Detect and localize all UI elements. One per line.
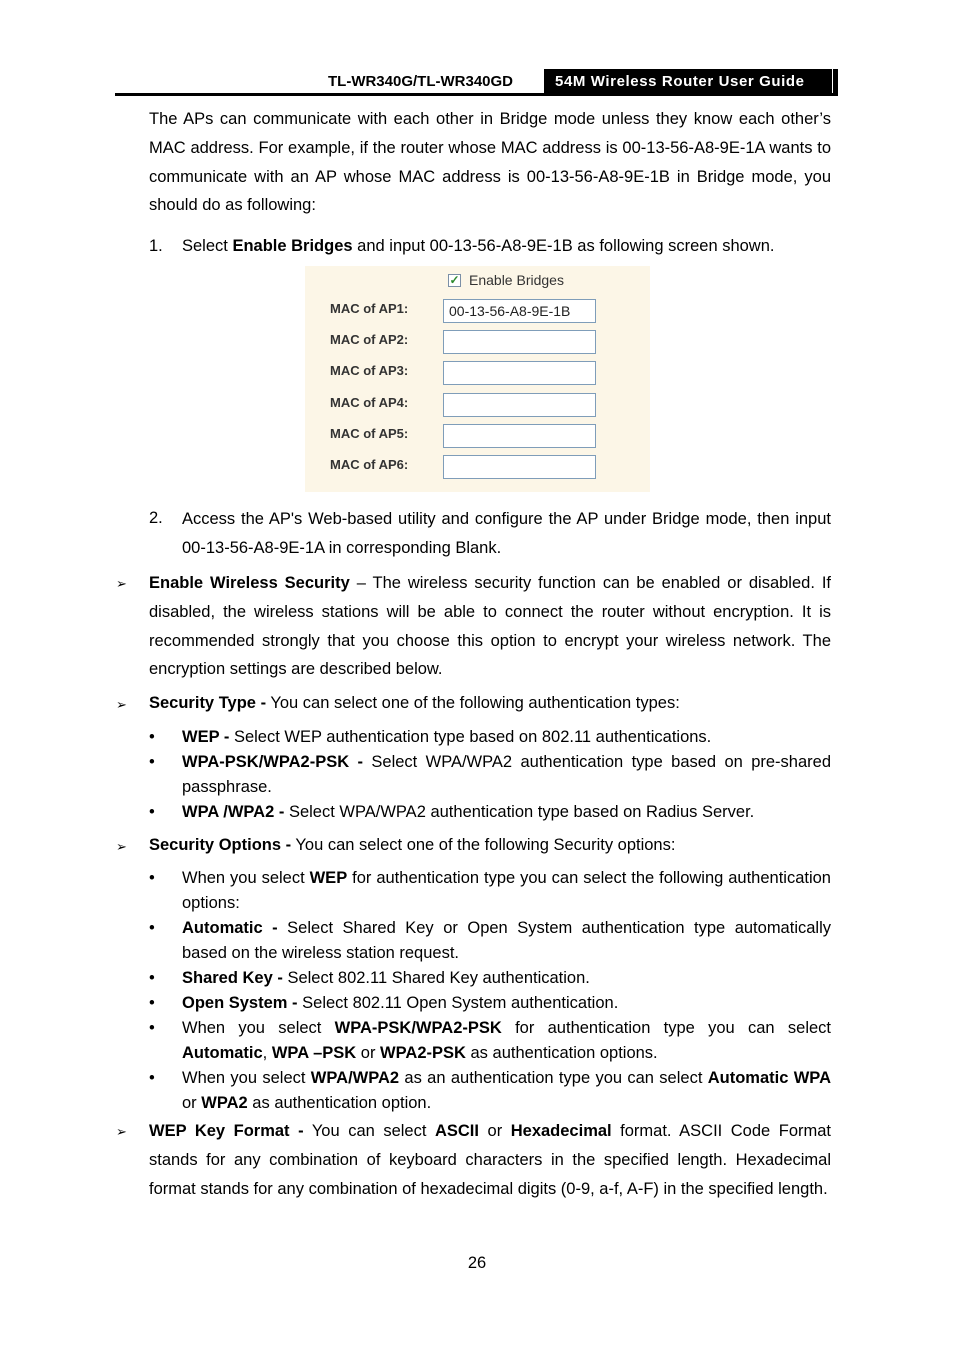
arrow-bullet-icon: ➢ — [116, 1124, 127, 1139]
header-rule — [115, 93, 838, 96]
step-2-number: 2. — [149, 509, 163, 527]
mac-ap4-label: MAC of AP4: — [330, 395, 409, 410]
security-options-item-wpa-psk: When you select WPA-PSK/WPA2-PSK for authentication type you can select Automatic, WPA –PSK or WPA2-PSK as authentication options. — [182, 1019, 831, 1062]
mac-ap5-label: MAC of AP5: — [330, 426, 409, 441]
wep-key-format-paragraph: WEP Key Format - You can select ASCII or Hexadecimal format. ASCII Code Format stands for any combination of keyboard characters in the specified length. Hexadecimal format stands for any combination of hexadecimal digits (0-9, a-f, A-F) in the specified length. — [149, 1122, 832, 1198]
step-1-number: 1. — [149, 237, 163, 255]
step-2-text: Access the AP's Web-based utility and configure the AP under Bridge mode, then input 00-13-56-A8-9E-1A in corresponding Blank. — [182, 510, 831, 557]
header-guide-title: 54M Wireless Router User Guide — [544, 69, 832, 93]
security-type-item-wpa-psk: WPA-PSK/WPA2-PSK - Select WPA/WPA2 authentication type based on pre-shared passphrase. — [182, 753, 831, 796]
page-number: 26 — [467, 1254, 487, 1272]
bullet-icon: • — [149, 969, 155, 987]
mac-ap4-input[interactable] — [443, 393, 596, 417]
enable-bridges-label: Enable Bridges — [469, 272, 564, 288]
header-accent-bar — [833, 69, 838, 93]
mac-ap2-input[interactable] — [443, 330, 596, 354]
mac-ap2-label: MAC of AP2: — [330, 332, 409, 347]
mac-ap3-label: MAC of AP3: — [330, 363, 409, 378]
arrow-bullet-icon: ➢ — [116, 576, 127, 591]
bullet-icon: • — [149, 869, 155, 887]
mac-ap3-input[interactable] — [443, 361, 596, 385]
security-options-item-wpa: When you select WPA/WPA2 as an authentication type you can select Automatic WPA or WPA2 as authentication option. — [182, 1069, 832, 1112]
bullet-icon: • — [149, 803, 155, 821]
intro-paragraph: The APs can communicate with each other in Bridge mode unless they know each other’s MAC address. For example, if the router whose MAC address is 00-13-56-A8-9E-1A wants to communicate with an AP whose MAC address is 00-13-56-A8-9E-1B in Bridge mode, you should do as following: — [149, 110, 831, 215]
security-options-item-shared-key: Shared Key - Select 802.11 Shared Key authentication. — [182, 969, 590, 987]
security-type-item-wpa: WPA /WPA2 - Select WPA/WPA2 authentication type based on Radius Server. — [182, 803, 755, 821]
mac-ap6-label: MAC of AP6: — [330, 457, 409, 472]
security-type-item-wep: WEP - Select WEP authentication type based on 802.11 authentications. — [182, 728, 712, 746]
mac-ap1-label: MAC of AP1: — [330, 301, 409, 316]
security-type-heading: Security Type - You can select one of the following authentication types: — [149, 694, 680, 712]
security-options-item-automatic: Automatic - Select Shared Key or Open System authentication type automatically based on the wireless station request. — [182, 919, 831, 962]
arrow-bullet-icon: ➢ — [116, 839, 127, 854]
arrow-bullet-icon: ➢ — [116, 697, 127, 712]
bullet-icon: • — [149, 1069, 155, 1087]
enable-bridges-checkbox[interactable]: ✓ — [449, 273, 460, 287]
bullet-icon: • — [149, 753, 155, 771]
bullet-icon: • — [149, 1019, 155, 1037]
header-model: TL-WR340G/TL-WR340GD — [328, 73, 514, 90]
security-options-item-open-system: Open System - Select 802.11 Open System authentication. — [182, 994, 619, 1012]
bullet-icon: • — [149, 919, 155, 937]
mac-ap6-input[interactable] — [443, 455, 596, 479]
bullet-icon: • — [149, 994, 155, 1012]
step-1-text: Select Enable Bridges and input 00-13-56-A8-9E-1B as following screen shown. — [182, 237, 775, 255]
security-options-item-wep: When you select WEP for authentication type you can select the following authentication options: — [182, 869, 831, 912]
mac-ap5-input[interactable] — [443, 424, 596, 448]
mac-ap1-input[interactable] — [443, 299, 596, 323]
security-options-heading: Security Options - You can select one of the following Security options: — [149, 836, 676, 854]
enable-security-paragraph: Enable Wireless Security – The wireless security function can be enabled or disabled. If disabled, the wireless stations will be able to connect the router without encryption. It is recommended strongly that you choose this option to encrypt your wireless network. The encryption settings are described below. — [149, 574, 831, 679]
bullet-icon: • — [149, 728, 155, 746]
